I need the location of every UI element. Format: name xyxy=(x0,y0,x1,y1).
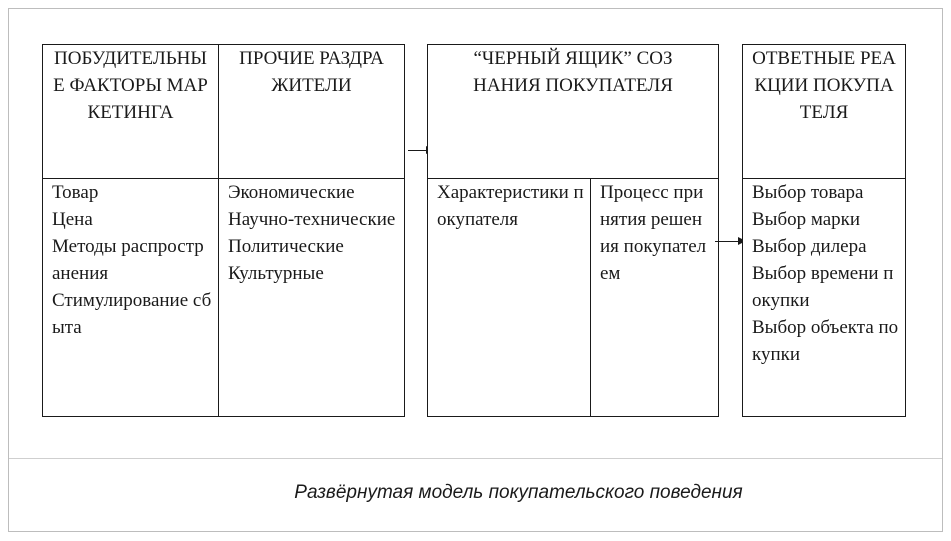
list-item: Научно-технические xyxy=(228,209,396,230)
responses-list xyxy=(742,178,906,417)
other-stimuli-list xyxy=(218,178,405,417)
responses-header xyxy=(742,44,906,179)
black-box-to-responses-arrow xyxy=(715,241,745,242)
list-item: Выбор товара xyxy=(752,182,864,203)
list-item: Стимулирование сбыта xyxy=(52,290,212,338)
buyer-characteristics xyxy=(427,178,591,417)
list-item: Методы распространения xyxy=(52,236,204,284)
list-item: Цена xyxy=(52,209,93,230)
marketing-factors-header xyxy=(42,44,219,179)
list-item: Культурные xyxy=(228,263,324,284)
responses-title: ОТВЕТНЫЕ РЕАКЦИИ ПОКУПАТЕЛЯ xyxy=(752,48,896,123)
marketing-factors-list xyxy=(42,178,219,417)
other-stimuli-header xyxy=(218,44,405,179)
buyer-characteristics-text: Характеристики покупателя xyxy=(437,182,584,230)
caption-divider xyxy=(9,458,942,459)
list-item: Выбор объекта покупки xyxy=(752,317,899,365)
list-item: Политические xyxy=(228,236,344,257)
list-item: Выбор марки xyxy=(752,209,861,230)
decision-process xyxy=(590,178,719,417)
marketing-factors-title: ПОБУДИТЕЛЬНЫЕ ФАКТОРЫ МАРКЕТИНГА xyxy=(53,48,208,123)
black-box-header xyxy=(427,44,719,179)
black-box-title: “ЧЕРНЫЙ ЯЩИК” СОЗНАНИЯ ПОКУПАТЕЛЯ xyxy=(473,48,673,96)
list-item: Выбор времени покупки xyxy=(752,263,894,311)
figure-caption: Развёрнутая модель покупательского поведения xyxy=(294,482,743,503)
list-item: Экономические xyxy=(228,182,355,203)
decision-process-text: Процесс принятия решения покупателем xyxy=(600,182,707,284)
list-item: Выбор дилера xyxy=(752,236,867,257)
list-item: Товар xyxy=(52,182,99,203)
other-stimuli-title: ПРОЧИЕ РАЗДРАЖИТЕЛИ xyxy=(239,48,384,96)
